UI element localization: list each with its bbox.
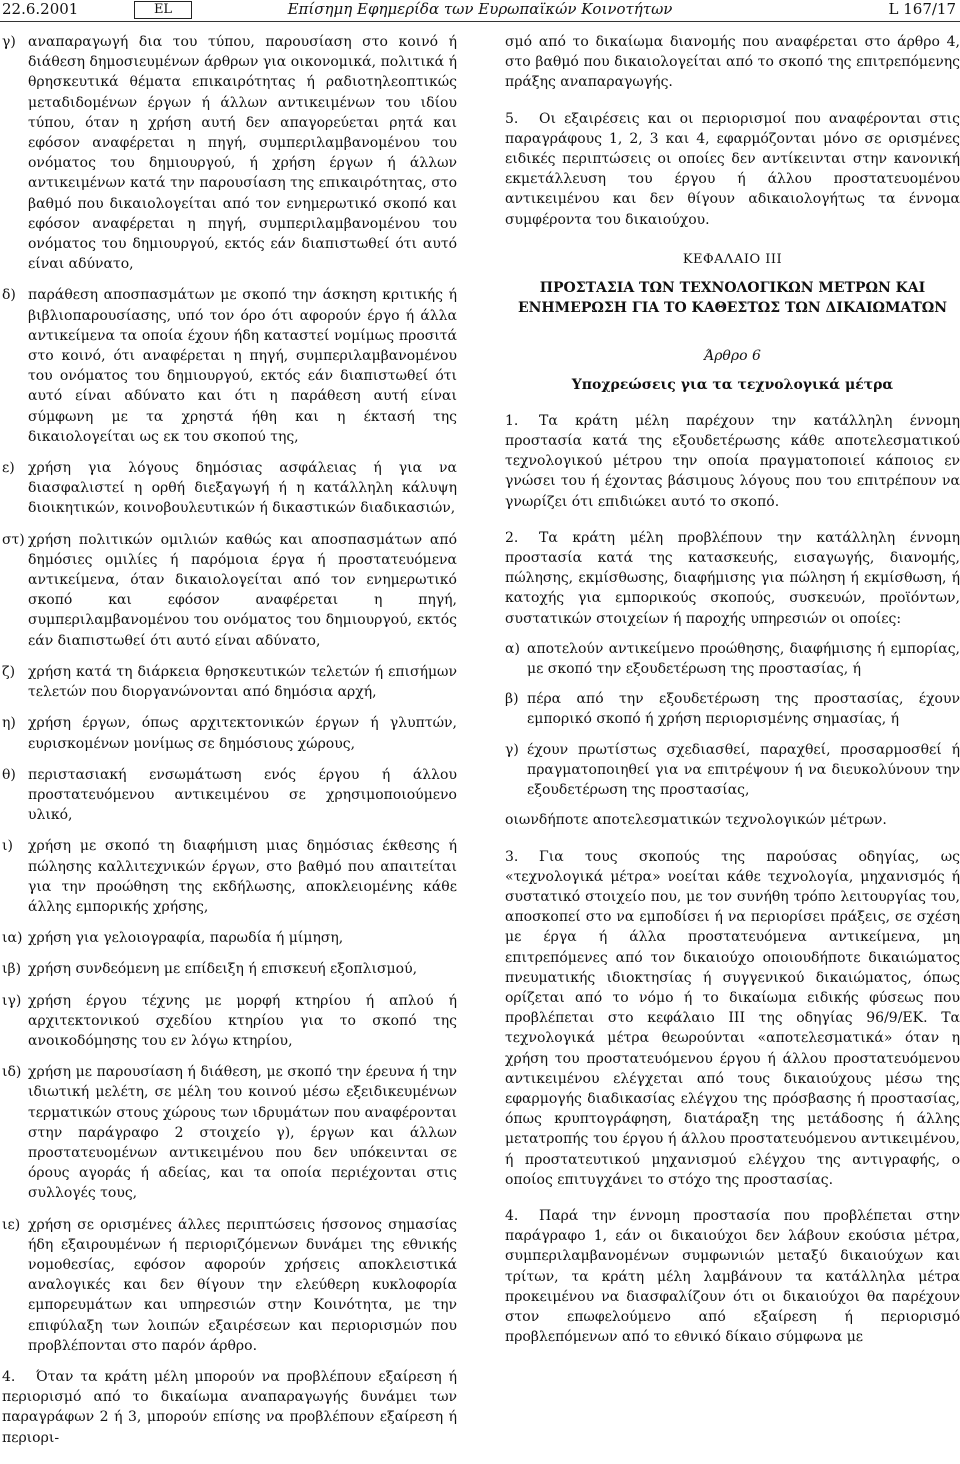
paragraph-number: 2.: [505, 529, 519, 546]
list-item: [2, 713, 457, 753]
paragraph-4: [2, 1367, 457, 1448]
item-marker: ζ): [2, 663, 16, 680]
paragraph-number: 3.: [505, 848, 519, 865]
paragraph-number: 1.: [505, 412, 519, 429]
paragraph-5: [505, 109, 960, 230]
chapter-title: ΠΡΟΣΤΑΣΙΑ ΤΩΝ ΤΕΧΝΟΛΟΓΙΚΩΝ ΜΕΤΡΩΝ ΚΑΙ ΕΝΗΜΕΡΩΣΗ ΓΙΑ ΤΟ ΚΑΘΕΣΤΩΣ ΤΩΝ ΔΙΚΑΙΩΜΑΤΩΝ: [517, 280, 948, 317]
item-text: αποτελούν αντικείμενο προώθησης, διαφήμισης ή εμπορίας, με σκοπό την εξουδετέρωση της προστασίας, ή: [527, 640, 960, 678]
item-marker: στ): [2, 531, 25, 548]
item-text: πέρα από την εξουδετέρωση της προστασίας, έχουν εμπορικό σκοπό ή χρήση περιορισμένης σημασίας, ή: [527, 691, 960, 728]
article-heading: Άρθρο 6: [704, 348, 761, 365]
article-paragraph-3: [505, 847, 960, 1190]
item-text: χρήση για λόγους δημόσιας ασφάλειας ή για να διασφαλιστεί η ορθή διεξαγωγή ή η κατάλληλη κάλυψη διοικητικών, κοινοβουλευτικών ή δικαστικών διαδικασιών,: [28, 460, 457, 517]
list-item: [2, 530, 457, 651]
article-paragraph-4: [505, 1206, 960, 1347]
item-marker: ιβ): [2, 961, 22, 978]
item-text: παράθεση αποσπασμάτων με σκοπό την άσκηση κριτικής ή βιβλιοπαρουσίασης, υπό τον όρο ότι αφορούν έργο ή άλλα αντικείμενα τα οποία έχουν ήδη καταστεί νομίμως προσιτά στο κοινό, ότι αναφέρεται η πηγή, συμπεριλαμβανομένου του ονόματος του δημιουργού, εκτός εάν διαπιστωθεί ότι αυτό είναι αδύνατο και ότι η παράθεση αυτή είναι σύμφωνη με τα χρηστά ήθη και η έκτασή της δικαιολογείται ως εκ του σκοπού της,: [28, 287, 457, 445]
paragraph-text: Τα κράτη μέλη προβλέπουν την κατάλληλη έννομη προστασία κατά της κατασκευής, εισαγωγής, διανομής, πώλησης, εκμίσθωσης, διαφήμισης για πώληση ή εκμίσθωση, ή κατοχής για εμπορικούς σκοπούς, συσκευών, προϊόντων, συστατικών στοιχείων ή παροχής υπηρεσιών οι οποίες:: [505, 529, 960, 627]
item-marker: α): [505, 640, 520, 657]
item-text: χρήση έργου τέχνης με μορφή κτηρίου ή απλού ή αρχιτεκτονικού σχεδίου κτηρίου για το σκοπό της ανοικοδόμησης του εν λόγω κτηρίου,: [28, 992, 457, 1049]
item-marker: ιδ): [2, 1064, 22, 1081]
item-marker: β): [505, 691, 519, 708]
page-header: [0, 0, 960, 22]
item-text: χρήση σε ορισμένες άλλες περιπτώσεις ήσσονος σημασίας ήδη εξαιρουμένων ή περιοριζόμενων δυνάμει της εθνικής νομοθεσίας, εφόσον αφορούν χρήσεις αποκλειστικά αναλογικές και δεν θίγουν την ελεύθερη κυκλοφορία εμπορευμάτων και υπηρεσιών στην Κοινότητα, με την επιφύλαξη των λοιπών εξαιρέσεων και περιορισμών που προβλέπονται στο παρόν άρθρο.: [28, 1216, 457, 1354]
item-marker: δ): [2, 287, 16, 304]
paragraph-text: Παρά την έννομη προστασία που προβλέπεται στην παράγραφο 1, εάν οι δικαιούχοι δεν λάβουν εκούσια μέτρα, συμπεριλαμβανομένων συμφωνιών μεταξύ δικαιούχων και τρίτων, τα κράτη μέλη λαμβάνουν τα κατάλληλα μέτρα προκειμένου να διασφαλίζουν ότι οι δικαιούχοι θα παρέχουν στον επωφελούμενο από εξαίρεση ή περιορισμό προβλεπόμενων από το εθνικό δίκαιο σύμφωνα με: [505, 1207, 960, 1346]
article-title: Υποχρεώσεις για τα τεχνολογικά μέτρα: [571, 376, 894, 393]
item-marker: γ): [2, 34, 16, 50]
list-item: [2, 959, 457, 979]
item-marker: ιγ): [2, 992, 22, 1009]
list-item: [2, 836, 457, 917]
list-item: [2, 765, 457, 826]
continued-text: σμό από το δικαίωμα διανομής που αναφέρεται στο άρθρο 4, στο βαθμό που δικαιολογείται από το σκοπό της επιτρεπόμενης πράξης αναπαραγωγής.: [505, 34, 960, 91]
list-item: [2, 1215, 457, 1356]
item-marker: θ): [2, 766, 16, 783]
item-marker: ε): [2, 460, 15, 477]
list-item: [2, 1062, 457, 1203]
list-item: [505, 740, 960, 801]
left-column: [2, 32, 457, 1464]
header-date: 22.6.2001: [2, 0, 79, 18]
item-text: χρήση συνδεόμενη με επίδειξη ή επισκευή εξοπλισμού,: [28, 961, 418, 978]
list-item: [2, 32, 457, 274]
paragraph-text: Για τους σκοπούς της παρούσας οδηγίας, ως «τεχνολογικά μέτρα» νοείται κάθε τεχνολογία, μηχανισμός ή συστατικό στοιχείο που, με τον συνήθη τρόπο λειτουργίας του, αποσκοπεί στο να εμποδίσει ή να περιορίσει πράξεις, σε σχέση με έργα ή άλλα προστατευόμενα αντικείμενα, μη επιτρεπόμενες από τον δικαιούχο οποιουδήποτε δικαιώματος πνευματικής ιδιοκτησίας ή συγγενικού δικαιώματος, όπως ορίζεται από το νόμο ή το δικαίωμα ειδικής φύσεως που προβλέπεται στο κεφάλαιο III της οδηγίας 96/9/ΕΚ. Τα τεχνολογικά μέτρα θεωρούνται «αποτελεσματικά» όταν η χρήση του προστατευόμενου έργου ή άλλου προστατευόμενου αντικειμένου ελέγχεται από τους δικαιούχους μέσω της εφαρμογής διαδικασίας ελέγχου της πρόσβασης ή προστασίας, όπως κρυπτογράφηση, διατάραξη της μετάδοσης ή άλλης μετατροπής του έργου ή άλλου προστατευόμενου αντικειμένου, ή προστατευτικού μηχανισμού ελέγχου της αντιγραφής, ο οποίος επιτυγχάνει το στόχο της προστασίας.: [505, 848, 960, 1188]
article-paragraph-2: [505, 528, 960, 629]
list-item: [2, 991, 457, 1052]
language-badge: EL: [134, 1, 192, 19]
paragraph-2-tail: οιωνδήποτε αποτελεσματικών τεχνολογικών μέτρων.: [505, 812, 887, 829]
chapter-heading: ΚΕΦΑΛΑΙΟ III: [682, 251, 783, 267]
article-paragraph-1: [505, 411, 960, 512]
paragraph-number: 4.: [505, 1207, 519, 1224]
list-item: [2, 662, 457, 702]
item-marker: ια): [2, 930, 23, 947]
paragraph-text: Τα κράτη μέλη παρέχουν την κατάλληλη έννομη προστασία κατά της εξουδετέρωσης κάθε αποτελεσματικού τεχνολογικού μέτρου την οποία πραγματοποιεί κάποιος εν γνώσει του ή έχοντας βάσιμους λόγους που του επιτρέπουν να γνωρίζει ότι επιδιώκει αυτό το σκοπό.: [505, 412, 960, 510]
list-item: [2, 928, 457, 948]
item-text: έχουν πρωτίστως σχεδιασθεί, παραχθεί, προσαρμοσθεί ή πραγματοποιηθεί για να επιτρέψουν ή να διευκολύνουν την εξουδετέρωση της προστασίας,: [527, 741, 960, 799]
item-text: χρήση κατά τη διάρκεια θρησκευτικών τελετών ή επισήμων τελετών που διοργανώνονται από δημόσια αρχή,: [28, 663, 457, 701]
item-text: χρήση πολιτικών ομιλιών καθώς και αποσπασμάτων από δημόσιες ομιλίες ή παρόμοια έργα ή προστατευόμενα αντικείμενα, όταν δικαιολογείται από τον ενημερωτικό σκοπό και εφόσον αναφέρεται η πηγή, συμπεριλαμβανομένου του ονόματος του δημιουργού, εκτός εάν διαπιστωθεί ότι αυτό είναι αδύνατο,: [28, 531, 457, 649]
list-item: [505, 689, 960, 729]
paragraph-text: Οι εξαιρέσεις και οι περιορισμοί που αναφέρονται στις παραγράφους 1, 2, 3 και 4, εφαρμόζονται μόνο σε ορισμένες ειδικές περιπτώσεις οι οποίες δεν αντίκεινται στην κανονική εκμετάλλευση του έργου ή άλλου προστατευομένου αντικειμένου και δεν θίγουν αδικαιολογήτως τα έννομα συμφέροντα του δικαιούχου.: [505, 110, 960, 228]
list-item: [2, 285, 457, 447]
item-text: περιστασιακή ενσωμάτωση ενός έργου ή άλλου προστατευόμενου αντικειμένου σε χρησιμοποιούμενο υλικό,: [28, 766, 457, 824]
item-text: χρήση με παρουσίαση ή διάθεση, με σκοπό την έρευνα ή την ιδιωτική μελέτη, σε μέλη του κοινού μέσω εξειδικευμένων τερματικών στους χώρους των ιδρυμάτων που αναφέρονται στην παράγραφο 2 στοιχείο γ), έργων και άλλων προστατευομένων αντικειμένου που δεν υπόκεινται σε όρους αγοράς ή αδείας, και τα οποία περιέχονται στις συλλογές τους,: [28, 1064, 457, 1202]
item-marker: ι): [2, 838, 13, 855]
right-column: [505, 32, 960, 1363]
item-marker: ιε): [2, 1216, 21, 1233]
item-text: χρήση με σκοπό τη διαφήμιση μιας δημόσιας έκθεσης ή πώλησης καλλιτεχνικών έργων, στο βαθμό που απαιτείται για την προώθηση της εκδήλωσης, αποκλειομένης κάθε άλλης εμπορικής χρήσης,: [28, 838, 457, 915]
header-rule: [0, 21, 960, 22]
journal-title: Επίσημη Εφημερίδα των Ευρωπαϊκών Κοινοτήτων: [287, 0, 673, 18]
item-text: χρήση για γελοιογραφία, παρωδία ή μίμηση,: [28, 930, 344, 947]
item-marker: η): [2, 715, 16, 732]
list-item: [2, 458, 457, 519]
item-marker: γ): [505, 741, 519, 758]
item-text: χρήση έργων, όπως αρχιτεκτονικών έργων ή γλυπτών, ευρισκομένων μονίμως σε δημόσιους χώρους,: [28, 715, 457, 752]
list-item: [505, 639, 960, 679]
paragraph-number: 4.: [2, 1368, 16, 1385]
item-text: αναπαραγωγή δια του τύπου, παρουσίαση στο κοινό ή διάθεση δημοσιευμένων άρθρων για οικονομικά, πολιτικά ή θρησκευτικά θέματα επικαιρότητας ή ραδιοτηλεοπτικώς μεταδιδομένων έργων ή άλλων αντικειμένων του ιδίου τύπου, όταν η χρήση αυτή δεν απαγορεύεται ρητά και εφόσον αναφέρεται η πηγή, συμπεριλαμβανομένου του ονόματος του δημιουργού, ή χρήση έργων ή άλλων αντικειμένων κατά την παρουσίαση της επικαιρότητας, στο βαθμό που δικαιολογείται από τον ενημερωτικό σκοπό και εφόσον αναφέρεται η πηγή, συμπεριλαμβανομένου του ονόματος του δημιουργού, εκτός εάν διαπιστωθεί ότι αυτό είναι αδύνατο,: [28, 34, 457, 273]
page-number: L 167/17: [888, 0, 956, 18]
paragraph-text: Όταν τα κράτη μέλη μπορούν να προβλέπουν εξαίρεση ή περιορισμό από το δικαίωμα αναπαραγωγής δυνάμει των παραγράφων 2 ή 3, μπορούν επίσης να προβλέπουν εξαίρεση ή περιορι-: [2, 1368, 457, 1446]
paragraph-number: 5.: [505, 110, 519, 127]
